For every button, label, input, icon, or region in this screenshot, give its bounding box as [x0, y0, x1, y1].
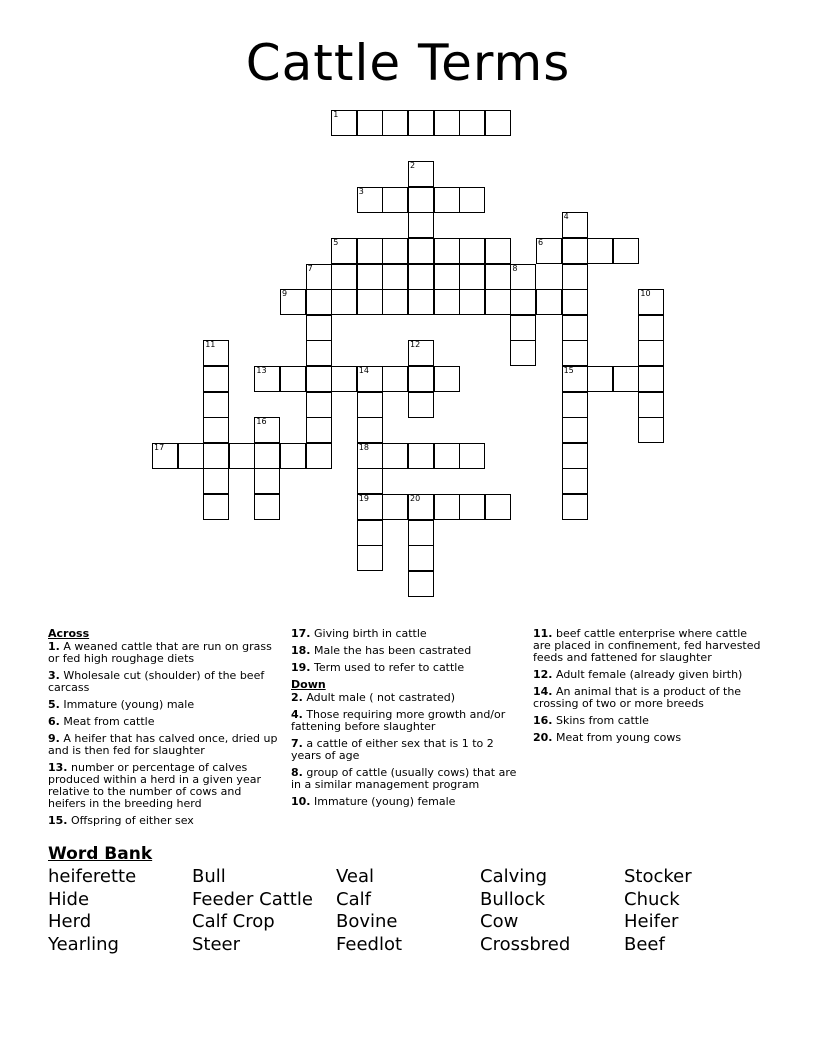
clue-item: [291, 662, 521, 674]
clue-number-label: 15.: [48, 814, 68, 827]
crossword-cell[interactable]: [306, 366, 332, 392]
crossword-cell[interactable]: [587, 366, 613, 392]
clue-number: 20: [410, 494, 421, 503]
crossword-cell[interactable]: [408, 545, 434, 571]
crossword-cell[interactable]: [306, 264, 332, 290]
crossword-cell[interactable]: [613, 366, 639, 392]
crossword-cell[interactable]: [357, 545, 383, 571]
across-clue-list: [48, 641, 278, 827]
crossword-cell[interactable]: [510, 340, 536, 366]
clue-number-label: 7.: [291, 737, 303, 750]
crossword-cell[interactable]: [562, 443, 588, 469]
clue-item: [291, 738, 521, 762]
clue-number-label: 18.: [291, 644, 311, 657]
word-bank: [48, 866, 768, 956]
crossword-cell[interactable]: [459, 289, 485, 315]
crossword-cell[interactable]: [434, 264, 460, 290]
crossword-cell[interactable]: [306, 340, 332, 366]
crossword-cell[interactable]: [357, 366, 383, 392]
clue-text: Term used to refer to cattle: [310, 661, 465, 674]
clue-number-label: 3.: [48, 669, 60, 682]
word-bank-item: Calf Crop: [192, 911, 275, 933]
crossword-cell[interactable]: [485, 238, 511, 264]
clue-item: [48, 716, 278, 728]
clue-number-label: 2.: [291, 691, 303, 704]
clue-text: beef cattle enterprise where cattle are placed in confinement, fed harvested feeds and fattened for slaughter: [533, 627, 761, 664]
clue-item: [533, 669, 763, 681]
page-title: Cattle Terms: [245, 34, 571, 92]
clue-number-label: 11.: [533, 627, 553, 640]
clue-number: 3: [358, 186, 364, 196]
crossword-cell[interactable]: [254, 366, 280, 392]
word-bank-item: Bovine: [336, 911, 398, 933]
crossword-cell[interactable]: [536, 289, 562, 315]
clue-number: 15: [563, 366, 574, 375]
word-bank-item: Calf: [336, 888, 371, 910]
crossword-cell[interactable]: [562, 264, 588, 290]
crossword-cell[interactable]: [638, 417, 664, 443]
crossword-cell[interactable]: [254, 468, 280, 494]
crossword-cell[interactable]: [562, 417, 588, 443]
clue-number: 11: [205, 340, 216, 350]
clue-text: a cattle of either sex that is 1 to 2 years of age: [291, 737, 494, 762]
crossword-cell[interactable]: [536, 238, 562, 264]
crossword-cell[interactable]: [203, 494, 229, 520]
crossword-cell[interactable]: [638, 289, 664, 315]
crossword-cell[interactable]: [434, 443, 460, 469]
clue-number-label: 6.: [48, 715, 60, 728]
clue-number: 2: [410, 161, 416, 171]
crossword-cell[interactable]: [306, 443, 332, 469]
clue-number-label: 20.: [533, 731, 553, 744]
clue-number: 5: [333, 238, 339, 247]
clue-number-label: 9.: [48, 732, 60, 745]
clue-number-label: 1.: [48, 640, 60, 653]
crossword-cell[interactable]: [613, 238, 639, 264]
crossword-cell[interactable]: [254, 417, 280, 443]
clue-number: 16: [256, 417, 267, 427]
crossword-cell[interactable]: [408, 161, 434, 187]
crossword-cell[interactable]: [408, 520, 434, 546]
clue-item: [48, 815, 278, 827]
clue-number: 4: [563, 212, 569, 222]
crossword-cell[interactable]: [459, 264, 485, 290]
clue-number: 19: [358, 494, 369, 503]
clue-item: [48, 641, 278, 665]
clue-item: [533, 732, 763, 744]
clue-text: A heifer that has calved once, dried up and is then fed for slaughter: [48, 732, 278, 757]
crossword-cell[interactable]: [357, 468, 383, 494]
crossword-cell[interactable]: [254, 443, 280, 469]
crossword-cell[interactable]: [331, 289, 357, 315]
crossword-cell[interactable]: [510, 315, 536, 341]
crossword-cell[interactable]: [408, 238, 434, 264]
clues-column-1: [48, 628, 278, 832]
word-bank-item: Feedlot: [336, 933, 403, 955]
crossword-cell[interactable]: [562, 494, 588, 520]
crossword-cell[interactable]: [459, 443, 485, 469]
crossword-cell[interactable]: [408, 264, 434, 290]
crossword-cell[interactable]: [254, 494, 280, 520]
crossword-cell[interactable]: [357, 520, 383, 546]
word-bank-item: Cow: [480, 911, 519, 933]
clue-number: 7: [307, 263, 313, 273]
clue-text: Meat from young cows: [552, 731, 682, 744]
clue-item: [48, 762, 278, 810]
clue-number: 13: [256, 366, 267, 375]
crossword-cell[interactable]: [408, 340, 434, 366]
clue-item: [533, 715, 763, 727]
crossword-cell[interactable]: [280, 289, 306, 315]
clue-number-label: 19.: [291, 661, 311, 674]
clue-text: Male the has been castrated: [310, 644, 472, 657]
crossword-cell[interactable]: [357, 187, 383, 213]
word-bank-item: Bull: [192, 866, 226, 887]
word-bank-item: Herd: [48, 911, 92, 933]
crossword-cell[interactable]: [178, 443, 204, 469]
clue-number: 17: [154, 442, 165, 452]
crossword-cell[interactable]: [382, 289, 408, 315]
crossword-cell[interactable]: [203, 443, 229, 469]
crossword-cell[interactable]: [638, 315, 664, 341]
crossword-cell[interactable]: [357, 443, 383, 469]
clue-text: Meat from cattle: [59, 715, 155, 728]
crossword-cell[interactable]: [382, 264, 408, 290]
word-bank-item: Steer: [192, 933, 241, 955]
crossword-cell[interactable]: [357, 238, 383, 264]
crossword-cell[interactable]: [306, 392, 332, 418]
across-clue-list-continued: [291, 628, 521, 674]
crossword-cell[interactable]: [408, 571, 434, 597]
crossword-cell[interactable]: [408, 443, 434, 469]
crossword-cell[interactable]: [203, 392, 229, 418]
clue-number: 1: [333, 110, 339, 119]
down-clue-list: [291, 692, 521, 808]
word-bank-item: Feeder Cattle: [192, 888, 313, 910]
clue-number: 18: [358, 442, 369, 452]
clue-text: Skins from cattle: [552, 714, 649, 727]
word-bank-item: Calving: [480, 866, 548, 887]
clue-number: 10: [640, 289, 651, 299]
word-bank-item: Beef: [624, 933, 665, 955]
crossword-cell[interactable]: [203, 366, 229, 392]
word-bank-title: Word Bank: [48, 844, 153, 864]
crossword-cell[interactable]: [203, 340, 229, 366]
crossword-cell[interactable]: [203, 417, 229, 443]
crossword-cell[interactable]: [434, 110, 460, 136]
crossword-cell[interactable]: [587, 238, 613, 264]
crossword-cell[interactable]: [408, 494, 434, 520]
crossword-cell[interactable]: [485, 494, 511, 520]
crossword-cell[interactable]: [357, 264, 383, 290]
crossword-cell[interactable]: [434, 289, 460, 315]
crossword-cell[interactable]: [485, 289, 511, 315]
crossword-cell[interactable]: [562, 468, 588, 494]
clue-text: number or percentage of calves produced within a herd in a given year relative to the number of cows and heifers in the breeding herd: [48, 761, 261, 810]
clue-item: [48, 670, 278, 694]
crossword-cell[interactable]: [382, 187, 408, 213]
clue-text: An animal that is a product of the crossing of two or more breeds: [533, 685, 742, 710]
clue-number-label: 16.: [533, 714, 553, 727]
word-bank-item: Bullock: [480, 888, 546, 910]
crossword-cell[interactable]: [638, 366, 664, 392]
crossword-cell[interactable]: [280, 443, 306, 469]
crossword-cell[interactable]: [434, 366, 460, 392]
clue-text: Immature (young) male: [59, 698, 195, 711]
down-heading: Down: [291, 678, 326, 691]
crossword-cell[interactable]: [357, 110, 383, 136]
clue-text: Adult female (already given birth): [552, 668, 743, 681]
crossword-cell[interactable]: [331, 110, 357, 136]
word-bank-item: Stocker: [624, 866, 692, 887]
clue-text: Offspring of either sex: [67, 814, 194, 827]
crossword-cell[interactable]: [203, 468, 229, 494]
crossword-cell[interactable]: [562, 392, 588, 418]
clue-item: [291, 709, 521, 733]
crossword-cell[interactable]: [459, 110, 485, 136]
crossword-cell[interactable]: [459, 494, 485, 520]
clue-text: Adult male ( not castrated): [302, 691, 456, 704]
crossword-cell[interactable]: [485, 264, 511, 290]
clue-number-label: 14.: [533, 685, 553, 698]
crossword-cell[interactable]: [408, 366, 434, 392]
crossword-cell[interactable]: [562, 366, 588, 392]
clue-number: 9: [282, 289, 288, 299]
crossword-cell[interactable]: [382, 366, 408, 392]
crossword-cell[interactable]: [331, 238, 357, 264]
clue-number-label: 17.: [291, 627, 311, 640]
crossword-cell[interactable]: [562, 212, 588, 238]
crossword-cell[interactable]: [459, 187, 485, 213]
crossword-cell[interactable]: [562, 315, 588, 341]
clue-number: 8: [512, 263, 518, 273]
clues-column-2: [291, 628, 521, 813]
crossword-cell[interactable]: [408, 212, 434, 238]
clues-column-3: [533, 628, 763, 749]
word-bank-item: Yearling: [48, 933, 119, 955]
crossword-cell[interactable]: [562, 289, 588, 315]
crossword-cell[interactable]: [357, 392, 383, 418]
crossword-cell[interactable]: [280, 366, 306, 392]
clue-item: [291, 796, 521, 808]
crossword-cell[interactable]: [485, 110, 511, 136]
clue-item: [48, 733, 278, 757]
clue-number-label: 10.: [291, 795, 311, 808]
crossword-cell[interactable]: [229, 443, 255, 469]
crossword-cell[interactable]: [562, 238, 588, 264]
clue-item: [48, 699, 278, 711]
crossword-cell[interactable]: [357, 417, 383, 443]
word-bank-item: Chuck: [624, 888, 680, 910]
crossword-cell[interactable]: [152, 443, 178, 469]
crossword-cell[interactable]: [408, 289, 434, 315]
clue-text: group of cattle (usually cows) that are in a similar management program: [291, 766, 517, 791]
word-bank-item: Hide: [48, 888, 90, 910]
clue-item: [533, 686, 763, 710]
clue-number: 12: [410, 340, 421, 350]
crossword-cell[interactable]: [510, 289, 536, 315]
clue-item: [291, 645, 521, 657]
crossword-cell[interactable]: [408, 392, 434, 418]
clue-text: Those requiring more growth and/or fattening before slaughter: [291, 708, 506, 733]
clue-number: 14: [358, 366, 369, 375]
crossword-cell[interactable]: [562, 340, 588, 366]
crossword-cell[interactable]: [306, 417, 332, 443]
clue-number-label: 8.: [291, 766, 303, 779]
crossword-cell[interactable]: [382, 494, 408, 520]
crossword-cell[interactable]: [382, 110, 408, 136]
clue-number-label: 12.: [533, 668, 553, 681]
word-bank-item: Crossbred: [480, 933, 571, 955]
crossword-cell[interactable]: [510, 264, 536, 290]
clue-number-label: 13.: [48, 761, 68, 774]
crossword-cell[interactable]: [306, 289, 332, 315]
crossword-cell[interactable]: [459, 238, 485, 264]
crossword-cell[interactable]: [638, 392, 664, 418]
clue-number: 6: [538, 238, 544, 247]
crossword-cell[interactable]: [357, 494, 383, 520]
clue-text: Giving birth in cattle: [310, 627, 427, 640]
clue-item: [291, 692, 521, 704]
word-bank-item: Veal: [336, 866, 375, 887]
clue-item: [291, 628, 521, 640]
clue-text: A weaned cattle that are run on grass or fed high roughage diets: [48, 640, 272, 665]
crossword-cell[interactable]: [638, 340, 664, 366]
crossword-cell[interactable]: [408, 110, 434, 136]
down-clue-list-continued: [533, 628, 763, 744]
word-bank-item: Heifer: [624, 911, 679, 933]
crossword-cell[interactable]: [382, 238, 408, 264]
crossword-cell[interactable]: [331, 366, 357, 392]
clue-item: [533, 628, 763, 664]
clue-item: [291, 767, 521, 791]
crossword-cell[interactable]: [434, 187, 460, 213]
across-heading: Across: [48, 627, 90, 640]
clue-text: Wholesale cut (shoulder) of the beef carcass: [48, 669, 265, 694]
crossword-cell[interactable]: [408, 187, 434, 213]
crossword-cell[interactable]: [331, 264, 357, 290]
crossword-cell[interactable]: [434, 238, 460, 264]
crossword-cell[interactable]: [434, 494, 460, 520]
word-bank-item: heiferette: [48, 866, 137, 887]
crossword-cell[interactable]: [382, 443, 408, 469]
clue-number-label: 5.: [48, 698, 60, 711]
crossword-cell[interactable]: [357, 289, 383, 315]
clue-text: Immature (young) female: [310, 795, 456, 808]
clue-number-label: 4.: [291, 708, 303, 721]
crossword-cell[interactable]: [306, 315, 332, 341]
